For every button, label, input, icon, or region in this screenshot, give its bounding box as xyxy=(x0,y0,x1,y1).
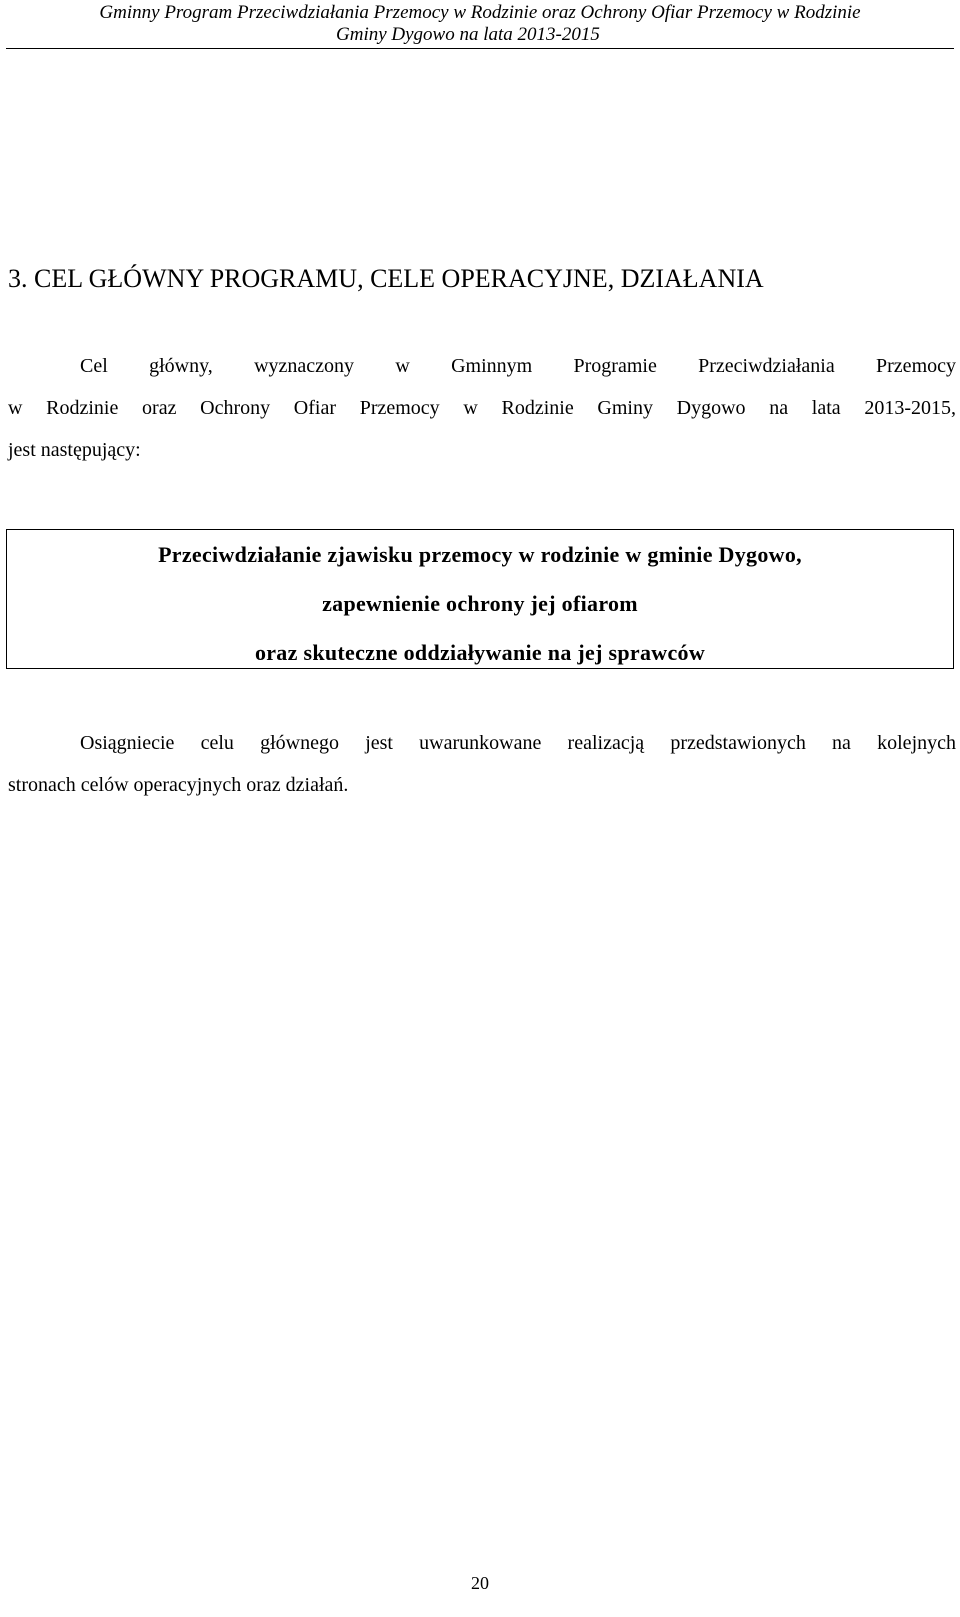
outro-line: Osiągniecie celu głównego jest uwarunkowane realizacją przedstawionych na kolejnych xyxy=(80,732,956,754)
main-goal-line: Przeciwdziałanie zjawisku przemocy w rodzinie w gminie Dygowo, xyxy=(158,542,802,567)
page-header xyxy=(6,2,954,49)
section-title: 3. CEL GŁÓWNY PROGRAMU, CELE OPERACYJNE, DZIAŁANIA xyxy=(8,264,764,293)
main-goal-line: oraz skuteczne oddziaływanie na jej sprawców xyxy=(254,640,706,665)
page-number: 20 xyxy=(471,1573,489,1593)
intro-line: Cel główny, wyznaczony w Gminnym Programie Przeciwdziałania Przemocy xyxy=(80,355,956,377)
intro-line: jest następujący: xyxy=(8,439,141,461)
main-goal-box xyxy=(6,529,954,669)
header-title-line-1: Gminny Program Przeciwdziałania Przemocy w Rodzinie oraz Ochrony Ofiar Przemocy w Rodzinie xyxy=(99,2,861,23)
outro-line: stronach celów operacyjnych oraz działań. xyxy=(8,774,349,796)
intro-line: w Rodzinie oraz Ochrony Ofiar Przemocy w Rodzinie Gminy Dygowo na lata 2013-2015, xyxy=(8,397,956,419)
outro-paragraph xyxy=(8,722,956,806)
header-title-line-2: Gminy Dygowo na lata 2013-2015 xyxy=(336,24,600,45)
intro-paragraph xyxy=(8,345,956,471)
main-goal-line: zapewnienie ochrony jej ofiarom xyxy=(322,591,638,616)
